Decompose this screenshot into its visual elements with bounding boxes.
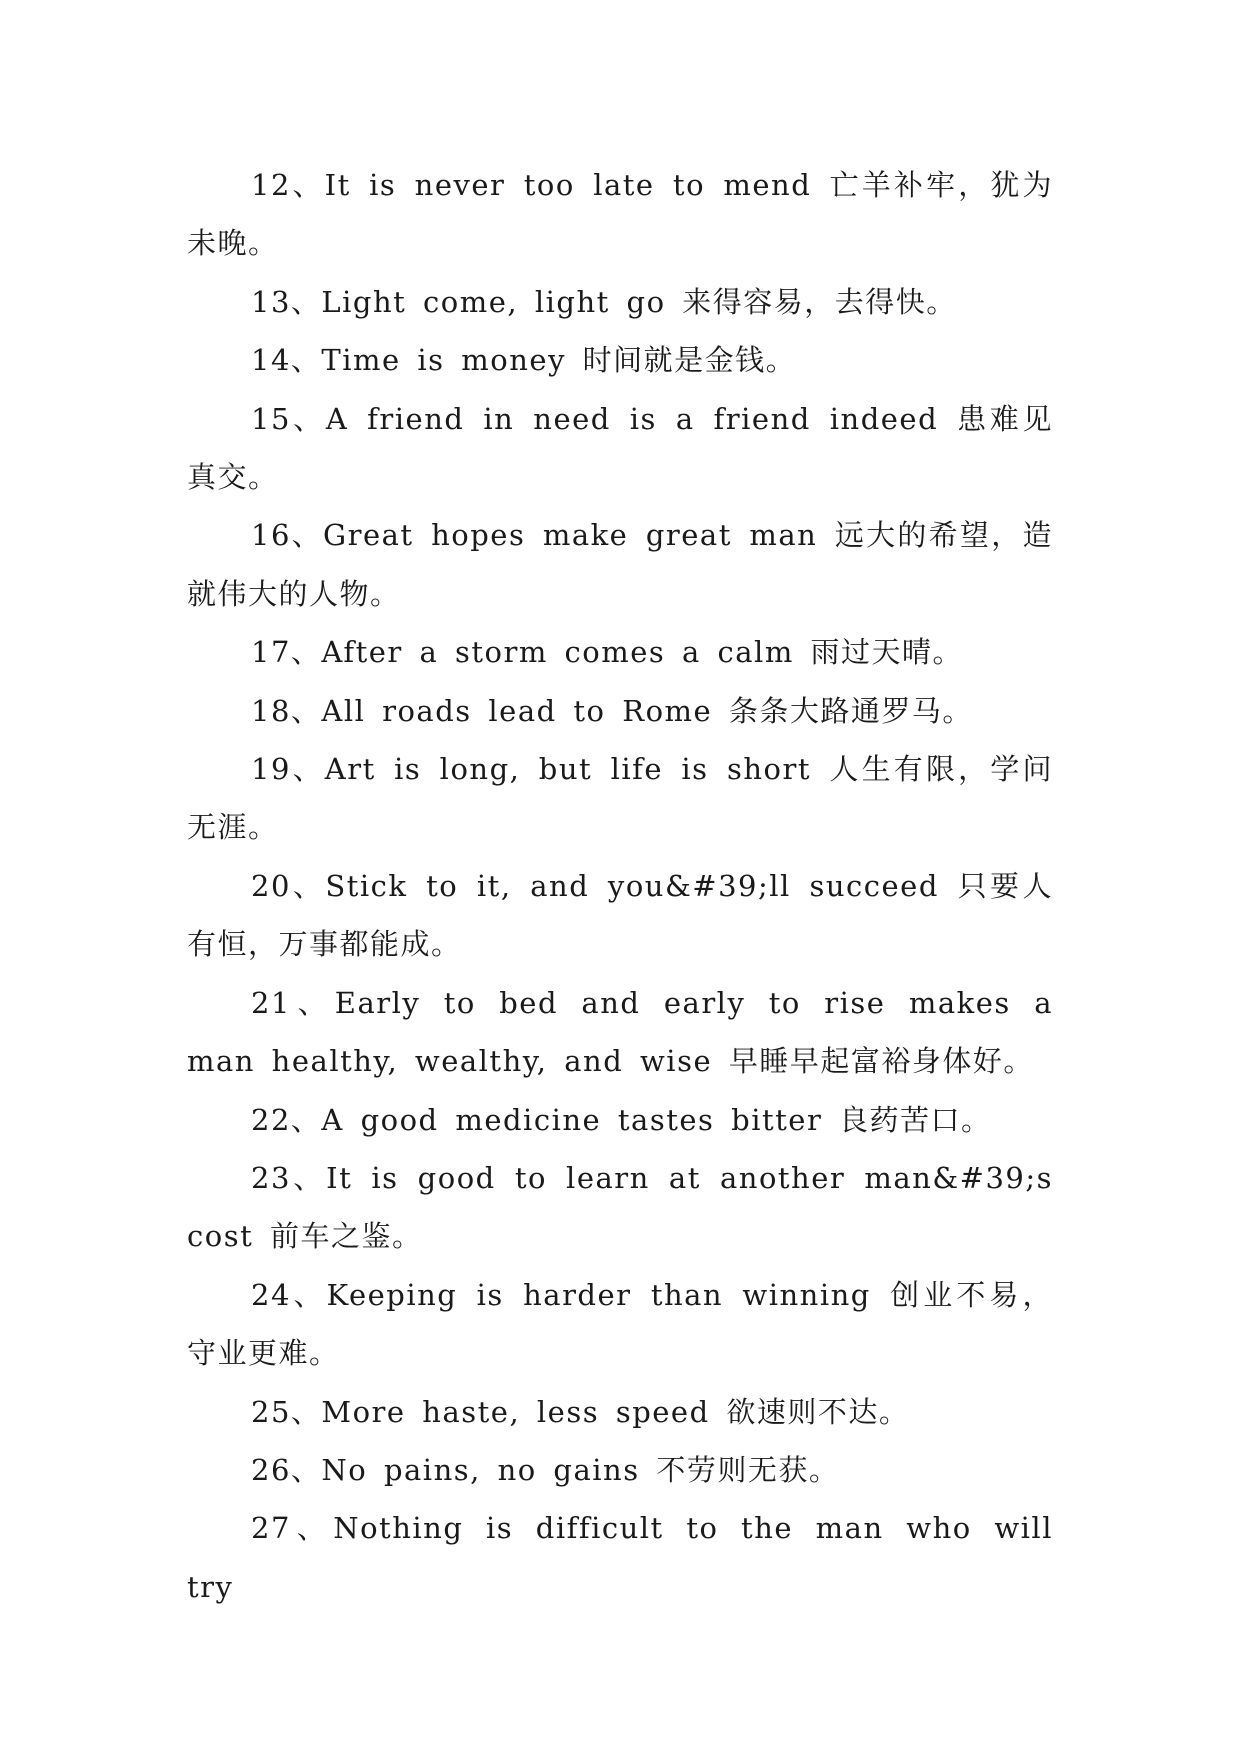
proverb-paragraph-14: 14、Time is money 时间就是金钱。 <box>251 343 797 378</box>
proverb-paragraph-24: 24、Keeping is harder than winning 创业不易，守业更难。 <box>187 1277 1053 1371</box>
proverb-paragraph-22: 22、A good medicine tastes bitter 良药苦口。 <box>251 1102 992 1137</box>
proverb-paragraph-15: 15、A friend in need is a friend indeed 患难见真交。 <box>187 401 1053 495</box>
proverb-paragraph-25: 25、More haste, less speed 欲速则不达。 <box>251 1394 910 1429</box>
proverb-paragraph-27: 27、Nothing is difficult to the man who will try <box>187 1511 1053 1604</box>
proverb-paragraph-19: 19、Art is long, but life is short 人生有限，学问无涯。 <box>187 752 1053 845</box>
proverb-paragraph-23: 23、It is good to learn at another man&#39;s cost 前车之鉴。 <box>187 1160 1053 1254</box>
proverb-paragraph-21: 21、Early to bed and early to rise makes a man healthy, wealthy, and wise 早睡早起富裕身体好。 <box>187 985 1053 1079</box>
proverb-paragraph-17: 17、After a storm comes a calm 雨过天晴。 <box>251 635 964 670</box>
proverb-list <box>187 156 1053 1616</box>
proverb-paragraph-13: 13、Light come, light go 来得容易，去得快。 <box>251 284 957 319</box>
proverb-paragraph-26: 26、No pains, no gains 不劳则无获。 <box>251 1452 840 1487</box>
proverb-paragraph-20: 20、Stick to it, and you&#39;ll succeed 只要人有恒，万事都能成。 <box>187 868 1053 962</box>
proverb-paragraph-16: 16、Great hopes make great man 远大的希望，造就伟大的人物。 <box>187 518 1053 611</box>
proverb-paragraph-12: 12、It is never too late to mend 亡羊补牢，犹为未晚。 <box>187 168 1053 261</box>
proverb-paragraph-18: 18、All roads lead to Rome 条条大路通罗马。 <box>251 693 973 728</box>
